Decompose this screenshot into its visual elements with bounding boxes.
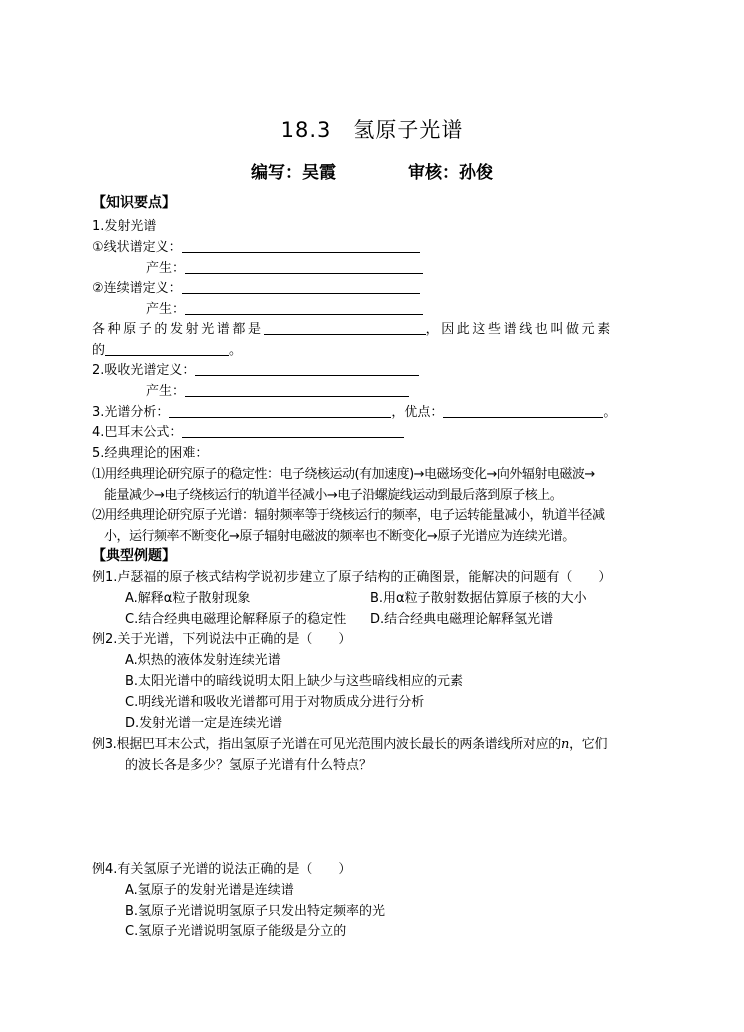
example-2-option-d: D.发射光谱一定是连续光谱 — [125, 716, 283, 731]
example-1-stem: 例1.卢瑟福的原子核式结构学说初步建立了原子结构的正确图景，能解决的问题有（ ） — [92, 570, 612, 585]
difficulty-2-line2: 小，运行频率不断变化→原子辐射电磁波的频率也不断变化→原子光谱应为连续光谱。 — [104, 529, 575, 544]
answer-blank[interactable] — [443, 403, 603, 418]
example-3-line2: 的波长各是多少？氢原子光谱有什么特点？ — [125, 758, 373, 773]
answer-blank[interactable] — [185, 259, 423, 274]
item-emission-spectrum: 1.发射光谱 — [92, 219, 157, 234]
example-1-option-a: A.解释α粒子散射现象 — [125, 591, 251, 606]
example-2-option-c: C.明线光谱和吸收光谱都可用于对物质成分进行分析 — [125, 695, 425, 710]
example-4-option-c: C.氢原子光谱说明氢原子能级是分立的 — [125, 924, 347, 939]
difficulty-2-line1: ⑵用经典理论研究原子光谱：辐射频率等于绕核运行的频率，电子运转能量减小，轨道半径减 — [92, 508, 605, 523]
emission-statement-cont: 的 。 — [92, 343, 243, 358]
reviewer-label: 审核：孙俊 — [408, 163, 493, 183]
balmer-formula-label: 4.巴耳末公式： — [92, 421, 404, 440]
answer-blank[interactable] — [105, 341, 229, 356]
page-title: 18.3 氢原子光谱 — [280, 118, 464, 142]
example-2-option-b: B.太阳光谱中的暗线说明太阳上缺少与这些暗线相应的元素 — [125, 674, 464, 689]
line-spectrum-def-label: ①线状谱定义： — [92, 236, 420, 255]
knowledge-heading: 【知识要点】 — [92, 195, 176, 211]
author-label: 编写：吴霞 — [251, 163, 336, 183]
example-1-option-b: B.用α粒子散射数据估算原子核的大小 — [370, 591, 587, 606]
answer-blank[interactable] — [185, 300, 423, 315]
classical-difficulty-label: 5.经典理论的困难： — [92, 446, 209, 461]
example-1-option-c: C.结合经典电磁理论解释原子的稳定性 — [125, 612, 347, 627]
example-4-stem: 例4.有关氢原子光谱的说法正确的是（ ） — [92, 862, 352, 877]
answer-blank[interactable] — [264, 320, 426, 335]
absorption-def-label: 2.吸收光谱定义： — [92, 359, 419, 378]
answer-blank[interactable] — [182, 238, 420, 253]
examples-heading: 【典型例题】 — [92, 548, 176, 564]
answer-blank[interactable] — [182, 279, 420, 294]
answer-blank[interactable] — [195, 361, 419, 376]
continuous-spectrum-prod-label: 产生： — [146, 298, 423, 317]
example-3-line1: 例3.根据巴耳末公式，指出氢原子光谱在可见光范围内波长最长的两条谱线所对应的n，它们 — [92, 737, 608, 752]
example-2-stem: 例2.关于光谱，下列说法中正确的是（ ） — [92, 632, 352, 647]
continuous-spectrum-def-label: ②连续谱定义： — [92, 277, 420, 296]
answer-blank[interactable] — [169, 403, 391, 418]
spectral-analysis-label: 3.光谱分析： ，优点： 。 — [92, 405, 617, 420]
authors-line — [0, 158, 744, 183]
example-1-option-d: D.结合经典电磁理论解释氢光谱 — [370, 612, 554, 627]
example-2-option-a: A.炽热的液体发射连续光谱 — [125, 653, 281, 668]
difficulty-1-line1: ⑴用经典理论研究原子的稳定性：电子绕核运动(有加速度)→电磁场变化→向外辐射电磁波→ — [92, 467, 595, 482]
example-4-option-b: B.氢原子光谱说明氢原子只发出特定频率的光 — [125, 904, 386, 919]
difficulty-1-line2: 能量减少→电子绕核运行的轨道半径减小→电子沿螺旋线运动到最后落到原子核上。 — [104, 488, 563, 503]
answer-blank[interactable] — [185, 382, 409, 397]
answer-blank[interactable] — [182, 423, 404, 438]
absorption-prod-label: 产生： — [146, 380, 409, 399]
line-spectrum-prod-label: 产生： — [146, 257, 423, 276]
emission-statement: 各种原子的发射光谱都是 ，因此这些谱线也叫做元素 — [92, 322, 613, 337]
example-4-option-a: A.氢原子的发射光谱是连续谱 — [125, 883, 294, 898]
